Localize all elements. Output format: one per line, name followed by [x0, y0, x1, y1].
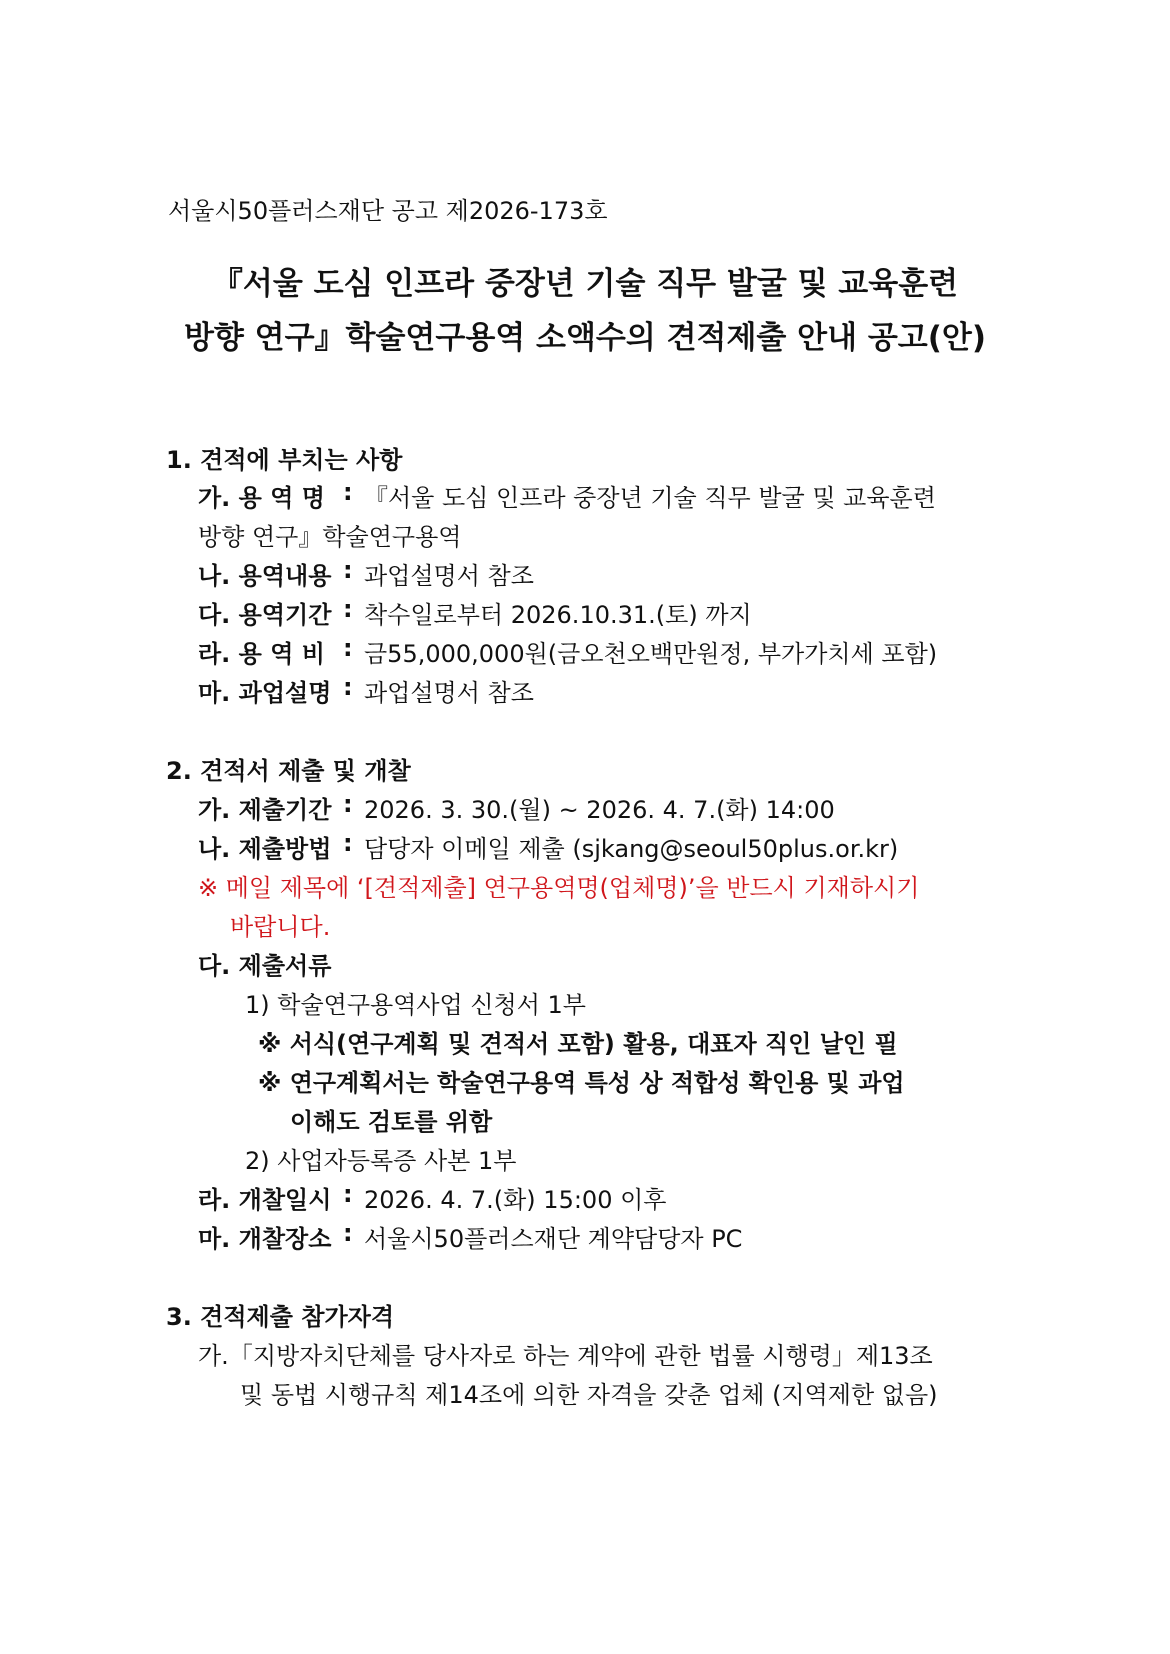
item-value-service-content: 과업설명서 참조 — [364, 562, 534, 590]
email-subject-notice-cont: 바랍니다. — [230, 913, 331, 941]
item-label-service-content: 나. 용역내용 — [198, 562, 332, 590]
document-item-1: 1) 학술연구용역사업 신청서 1부 — [245, 991, 586, 1019]
item-label-service-cost: 라. 용 역 비 — [198, 640, 325, 668]
submission-method-label: 나. 제출방법 — [198, 835, 332, 863]
item-value-service-cost: 금55,000,000원(금오천오백만원정, 부가가치세 포함) — [364, 640, 938, 668]
document-item-2: 2) 사업자등록증 사본 1부 — [245, 1147, 517, 1175]
item-value-service-name: 『서울 도심 인프라 중장년 기술 직무 발굴 및 교육훈련 — [364, 484, 936, 512]
colon: : — [343, 634, 353, 662]
colon: : — [343, 478, 353, 506]
submission-method-value: 담당자 이메일 제출 (sjkang@seoul50plus.or.kr) — [364, 835, 899, 863]
opening-time-value: 2026. 4. 7.(화) 15:00 이후 — [364, 1186, 667, 1214]
documents-label: 다. 제출서류 — [198, 952, 332, 980]
colon: : — [343, 1219, 353, 1247]
section3-heading: 3. 견적제출 참가자격 — [166, 1303, 394, 1331]
item-label-task-description: 마. 과업설명 — [198, 679, 332, 707]
colon: : — [343, 829, 353, 857]
section2-heading: 2. 견적서 제출 및 개찰 — [166, 757, 411, 785]
item-value-service-period: 착수일로부터 2026.10.31.(토) 까지 — [364, 601, 752, 629]
colon: : — [343, 673, 353, 701]
title-line-1: 『서울 도심 인프라 중장년 기술 직무 발굴 및 교육훈련 — [211, 266, 959, 302]
item-label-service-name: 가. 용 역 명 — [198, 484, 325, 512]
opening-place-label: 마. 개찰장소 — [198, 1225, 332, 1253]
submission-period-label: 가. 제출기간 — [198, 796, 332, 824]
opening-place-value: 서울시50플러스재단 계약담당자 PC — [364, 1225, 743, 1253]
item-value-task-description: 과업설명서 참조 — [364, 679, 534, 707]
opening-time-label: 라. 개찰일시 — [198, 1186, 332, 1214]
document-note-2-cont: 이해도 검토를 위함 — [290, 1108, 493, 1136]
colon: : — [343, 556, 353, 584]
colon: : — [343, 790, 353, 818]
section1-heading: 1. 견적에 부치는 사항 — [166, 446, 403, 474]
notice-number: 서울시50플러스재단 공고 제2026-173호 — [168, 197, 608, 225]
colon: : — [343, 1180, 353, 1208]
document-note-2: ※ 연구계획서는 학술연구용역 특성 상 적합성 확인용 및 과업 — [258, 1069, 905, 1097]
qualification-line-1: 가.「지방자치단체를 당사자로 하는 계약에 관한 법률 시행령」제13조 — [198, 1342, 933, 1370]
submission-period-value: 2026. 3. 30.(월) ~ 2026. 4. 7.(화) 14:00 — [364, 796, 835, 824]
item-label-service-period: 다. 용역기간 — [198, 601, 332, 629]
colon: : — [343, 595, 353, 623]
email-subject-notice: ※ 메일 제목에 ‘[견적제출] 연구용역명(업체명)’을 반드시 기재하시기 — [198, 874, 920, 902]
title-line-2: 방향 연구』학술연구용역 소액수의 견적제출 안내 공고(안) — [183, 320, 987, 356]
item-value-service-name-cont: 방향 연구』학술연구용역 — [198, 523, 462, 551]
document-note-1: ※ 서식(연구계획 및 견적서 포함) 활용, 대표자 직인 날인 필 — [258, 1030, 898, 1058]
qualification-line-2: 및 동법 시행규칙 제14조에 의한 자격을 갖춘 업체 (지역제한 없음) — [240, 1381, 938, 1409]
